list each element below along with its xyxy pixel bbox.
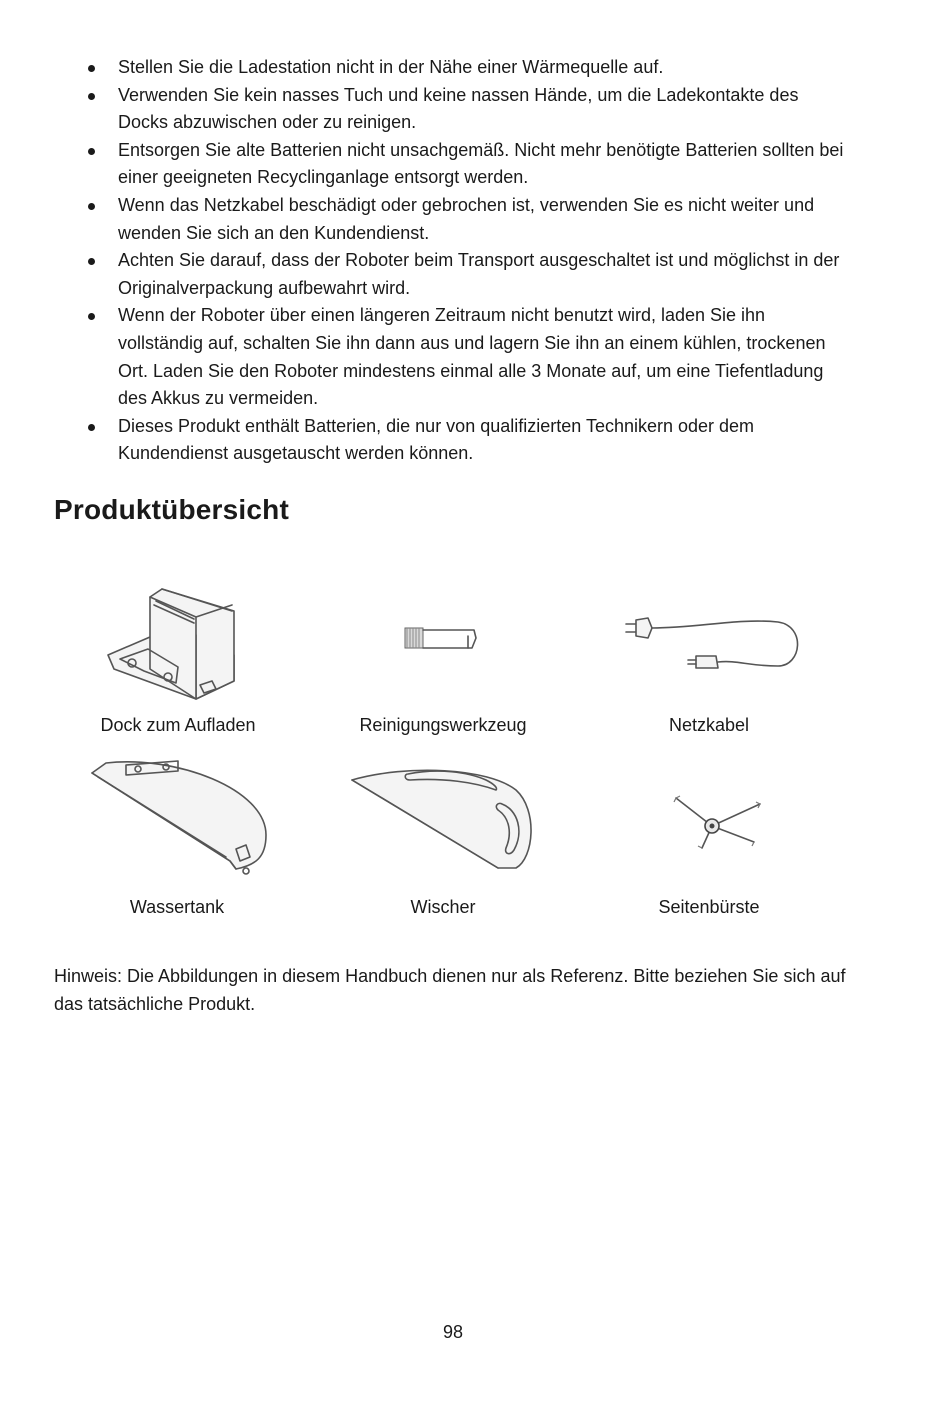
bullet-text: Achten Sie darauf, dass der Roboter beim Transport ausgeschaltet ist und möglichst in der Originalverpackung aufbewahrt wird. (118, 250, 840, 298)
bullet-dot (88, 203, 95, 210)
mop-illustration (348, 762, 538, 874)
bullet-item (0, 137, 950, 192)
dock-illustration (104, 585, 244, 705)
bullet-text: Dieses Produkt enthält Batterien, die nur von qualifizierten Technikern oder dem Kundendienst ausgetauscht werden können. (118, 415, 755, 464)
bullet-item (0, 82, 950, 137)
bullet-dot (88, 258, 95, 265)
cleaning-tool-illustration (404, 626, 484, 654)
safety-bullet-list (0, 54, 950, 468)
bullet-item (0, 247, 950, 302)
bullet-dot (88, 424, 95, 431)
caption-water-tank: Wassertank (129, 897, 225, 917)
caption-cleaning-tool: Reinigungswerkzeug (359, 715, 527, 735)
bullet-item (0, 302, 950, 412)
reference-note: Hinweis: Die Abbildungen in diesem Handbuch dienen nur als Referenz. Bitte beziehen Sie sich auf das tatsächliche Produkt. (54, 966, 846, 1014)
side-brush-illustration (672, 794, 764, 854)
bullet-item (0, 192, 950, 247)
caption-power-cable: Netzkabel (668, 715, 750, 735)
bullet-text: Stellen Sie die Ladestation nicht in der Nähe einer Wärmequelle auf. (118, 57, 664, 77)
bullet-item (0, 54, 950, 82)
page-number: 98 (442, 1322, 464, 1342)
bullet-dot (88, 93, 95, 100)
caption-side-brush: Seitenbürste (658, 897, 760, 917)
power-cable-illustration (618, 604, 808, 684)
bullet-item (0, 413, 950, 468)
bullet-dot (88, 65, 95, 72)
bullet-text: Wenn der Roboter über einen längeren Zeitraum nicht benutzt wird, laden Sie ihn vollständig auf, schalten Sie ihn dann aus und lagern Sie ihn an einem kühlen, trockenen Ort. Laden Sie den Roboter mindestens einmal alle 3 Monate auf, um eine Tiefentladung des Akkus zu vermeiden. (118, 305, 826, 409)
caption-mop: Wischer (410, 897, 476, 917)
water-tank-illustration (86, 753, 272, 881)
section-title: Produktübersicht (54, 494, 290, 525)
bullet-text: Wenn das Netzkabel beschädigt oder gebrochen ist, verwenden Sie es nicht weiter und wenden Sie sich an den Kundendienst. (118, 194, 815, 243)
bullet-text: Verwenden Sie kein nasses Tuch und keine nassen Hände, um die Ladekontakte des Docks abzuwischen oder zu reinigen. (118, 84, 799, 133)
bullet-dot (88, 148, 95, 155)
bullet-text: Entsorgen Sie alte Batterien nicht unsachgemäß. Nicht mehr benötigte Batterien sollten bei einer geeigneten Recyclinganlage entsorgt werden. (118, 139, 844, 188)
caption-dock: Dock zum Aufladen (100, 715, 256, 735)
bullet-dot (88, 313, 95, 320)
